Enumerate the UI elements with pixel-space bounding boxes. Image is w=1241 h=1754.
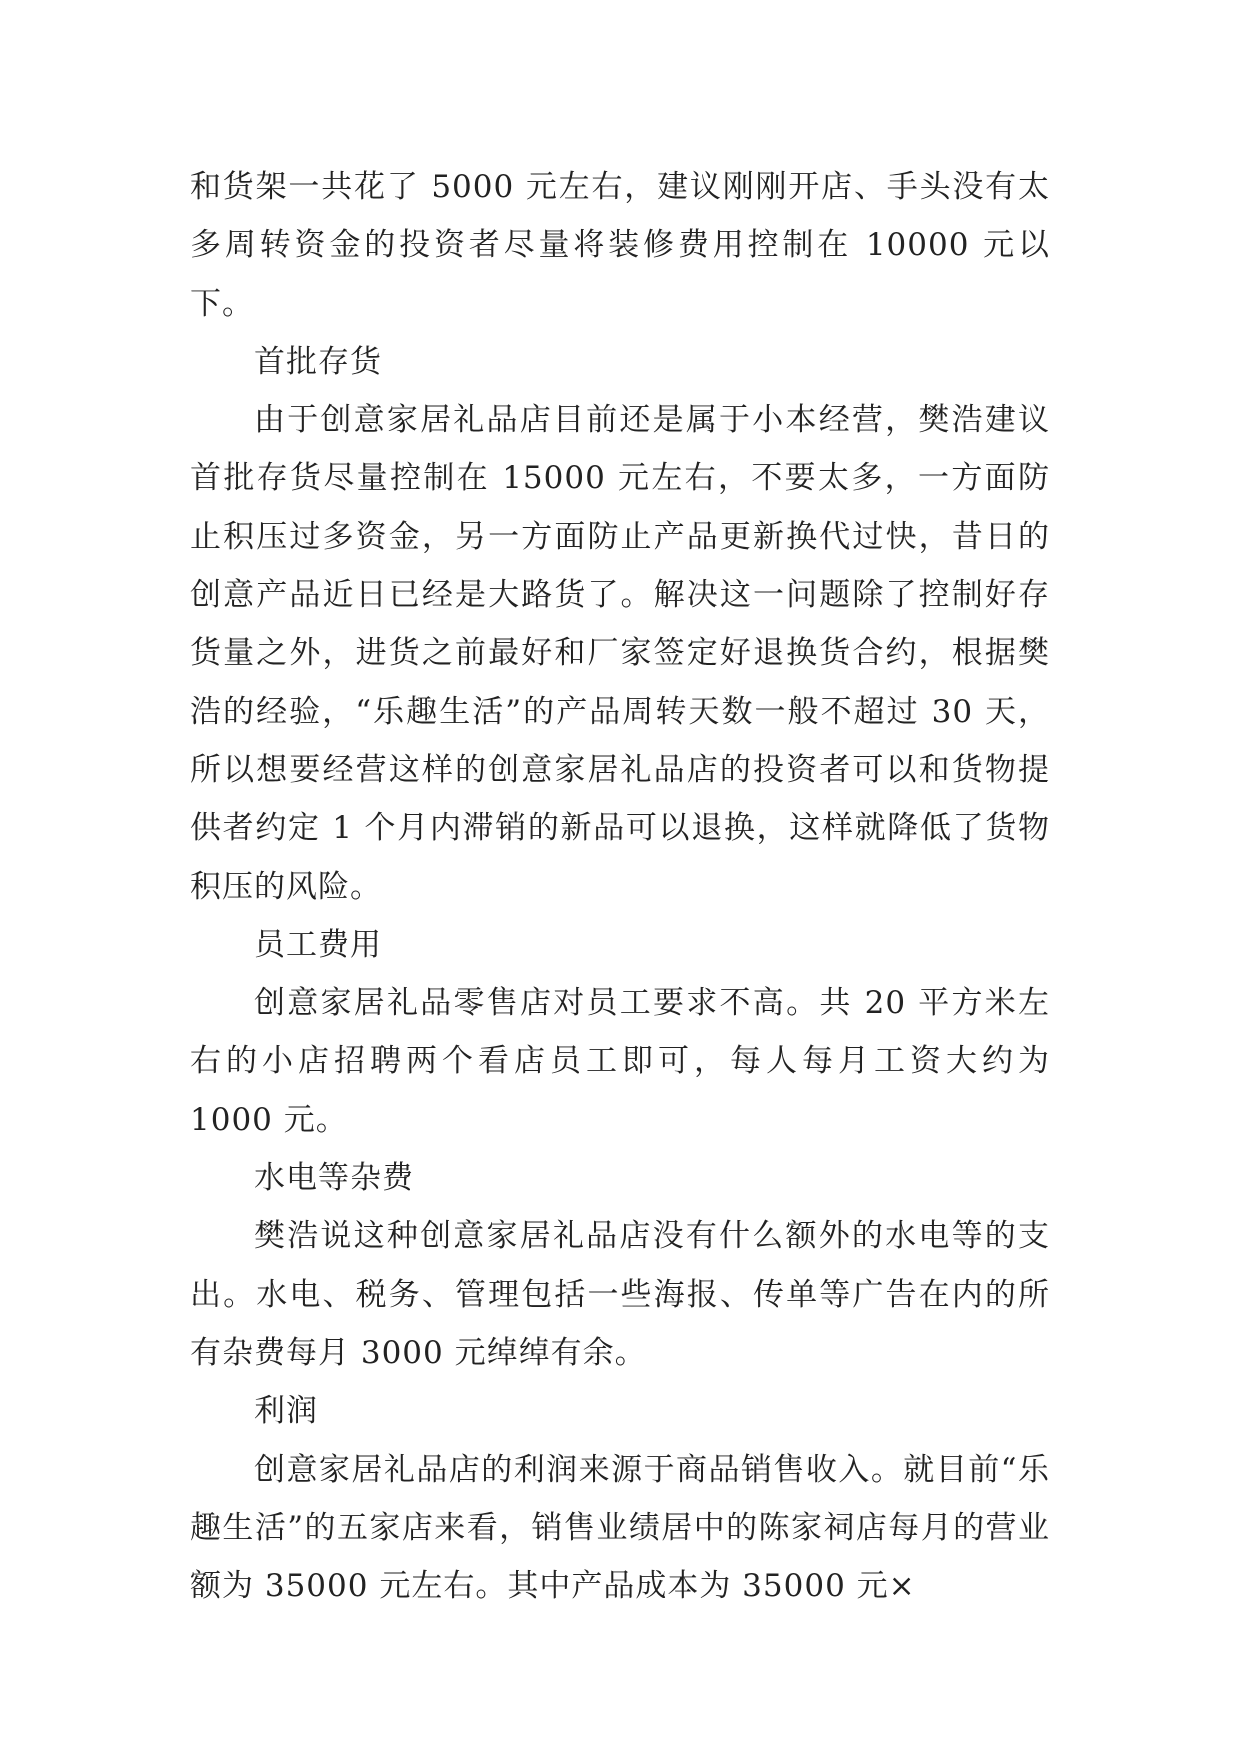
- heading-staff-cost: 员工费用: [254, 926, 382, 963]
- paragraph-profit: 创意家居礼品店的利润来源于商品销售收入。就目前“乐趣生活”的五家店来看，销售业绩居中的陈家祠店每月的营业额为 35000 元左右。其中产品成本为 35000 元×: [190, 1451, 1050, 1605]
- paragraph-renovation-cost: 和货架一共花了 5000 元左右，建议刚刚开店、手头没有太多周转资金的投资者尽量将装修费用控制在 10000 元以下。: [190, 169, 1050, 322]
- paragraph-utilities: 樊浩说这种创意家居礼品店没有什么额外的水电等的支出。水电、税务、管理包括一些海报、传单等广告在内的所有杂费每月 3000 元绰绰有余。: [190, 1218, 1050, 1371]
- paragraph-initial-stock: 由于创意家居礼品店目前还是属于小本经营，樊浩建议首批存货尽量控制在 15000 元左右，不要太多，一方面防止积压过多资金，另一方面防止产品更新换代过快，昔日的创意产品近日已经是大路货了。解决这一问题除了控制好存货量之外，进货之前最好和厂家签定好退换货合约，根据樊浩的经验，“乐趣生活”的产品周转天数一般不超过 30 天，所以想要经营这样的创意家居礼品店的投资者可以和货物提供者约定 1 个月内滞销的新品可以退换，这样就降低了货物积压的风险。: [190, 402, 1050, 905]
- heading-initial-stock: 首批存货: [254, 343, 382, 380]
- document-body: [190, 158, 1050, 1615]
- heading-profit: 利润: [254, 1393, 318, 1430]
- paragraph-staff-cost: 创意家居礼品零售店对员工要求不高。共 20 平方米左右的小店招聘两个看店员工即可，每人每月工资大约为 1000 元。: [190, 985, 1050, 1138]
- heading-utilities: 水电等杂费: [254, 1160, 414, 1197]
